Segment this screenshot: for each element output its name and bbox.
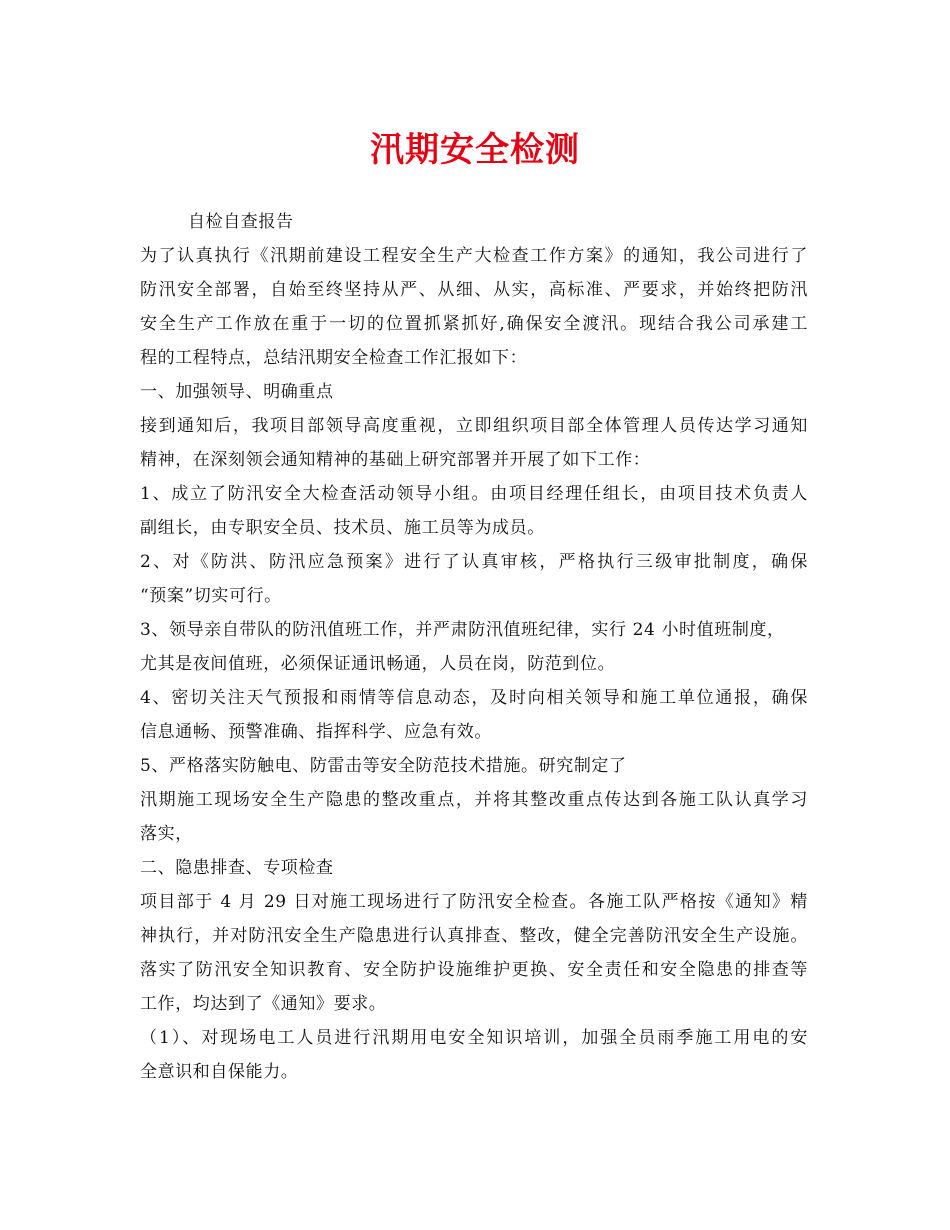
list-item-line: 副组长，由专职安全员、技术员、施工员等为成员。 [140,518,545,538]
paragraph-line: 为了认真执行《汛期前建设工程安全生产大检查工作方案》的通知，我公司进行了 [140,246,808,266]
list-item-line: 5、严格落实防触电、防雷击等安全防范技术措施。研究制定了 [140,756,627,776]
list-item-line: 全意识和自保能力。 [140,1062,299,1082]
paragraph-line: 精神，在深刻领会通知精神的基础上研究部署并开展了如下工作： [140,450,651,470]
section-heading: 二、隐患排查、专项检查 [140,858,334,878]
paragraph-line: 落实， [140,824,193,844]
list-item-line: （1）、对现场电工人员进行汛期用电安全知识培训，加强全员雨季施工用电的安 [140,1028,808,1048]
paragraph-line: 接到通知后，我项目部领导高度重视，立即组织项目部全体管理人员传达学习通知 [140,416,808,436]
paragraph-line: 项目部于 4 月 29 日对施工现场进行了防汛安全检查。各施工队严格按《通知》精 [140,892,808,912]
paragraph-line: 落实了防汛安全知识教育、安全防护设施维护更换、安全责任和安全隐患的排查等 [140,960,808,980]
paragraph-line: 汛期施工现场安全生产隐患的整改重点，并将其整改重点传达到各施工队认真学习 [140,790,808,810]
document-body [140,205,820,1089]
list-item-line: 尤其是夜间值班，必须保证通讯畅通，人员在岗，防范到位。 [140,654,616,674]
report-subtitle: 自检自查报告 [188,212,294,232]
paragraph-line: 工作，均达到了《通知》要求。 [140,994,387,1014]
paragraph-line: 安全生产工作放在重于一切的位置抓紧抓好,确保安全渡汛。现结合我公司承建工 [140,314,808,334]
document-title: 汛期安全检测 [370,130,580,170]
section-heading: 一、加强领导、明确重点 [140,382,334,402]
paragraph-line: 神执行，并对防汛安全生产隐患进行认真排查、整改，健全完善防汛安全生产设施。 [140,926,808,946]
paragraph-line: 程的工程特点，总结汛期安全检查工作汇报如下： [140,348,528,368]
paragraph-line: 防汛安全部署，自始至终坚持从严、从细、从实，高标准、严要求，并始终把防汛 [140,280,808,300]
list-item-line: 信息通畅、预警准确、指挥科学、应急有效。 [140,722,492,742]
list-item-line: 1、成立了防汛安全大检查活动领导小组。由项目经理任组长，由项目技术负责人 [140,484,808,504]
list-item-line: 2、对《防洪、防汛应急预案》进行了认真审核，严格执行三级审批制度，确保 [140,552,808,572]
list-item-line: “预案”切实可行。 [140,586,282,606]
list-item-line: 4、密切关注天气预报和雨情等信息动态，及时向相关领导和施工单位通报，确保 [140,688,808,708]
list-item-line: 3、领导亲自带队的防汛值班工作，并严肃防汛值班纪律，实行 24 小时值班制度， [140,620,785,640]
